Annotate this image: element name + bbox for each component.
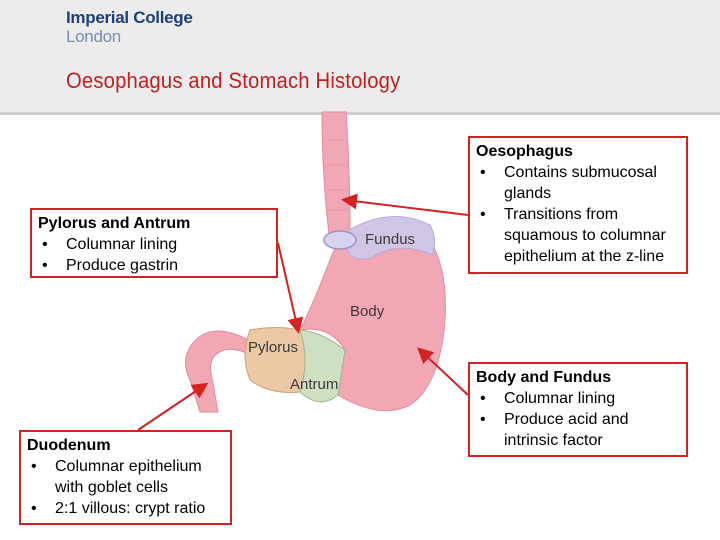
callout-item: • Columnar lining [476, 388, 680, 409]
callout-item: • Columnar epithelium with goblet cells [27, 456, 224, 498]
arrow-duodenum [138, 385, 205, 430]
callout-item: • Columnar lining [38, 234, 270, 255]
arrow-pylorus-antrum [278, 243, 298, 330]
callout-pylorus-antrum [30, 208, 278, 278]
body-label: Body [350, 303, 385, 320]
callout-body-fundus [468, 362, 688, 457]
callout-item: • 2:1 villous: crypt ratio [27, 498, 224, 519]
callout-oesophagus [468, 136, 688, 274]
antrum-label: Antrum [290, 376, 339, 393]
callout-item: • Produce gastrin [38, 255, 270, 276]
arrow-oesophagus [345, 200, 468, 215]
fundus-label: Fundus [365, 231, 416, 248]
pylorus-label: Pylorus [248, 339, 299, 356]
oesophagus-tube [322, 112, 350, 242]
callout-item: • Transitions from squamous to columnar epithelium at the z-line [476, 204, 680, 267]
logo-line-2: London [66, 27, 121, 46]
callout-heading: Oesophagus [476, 143, 573, 160]
callout-heading: Body and Fundus [476, 369, 612, 386]
slide-title: Oesophagus and Stomach Histology [66, 68, 401, 93]
callout-heading: Duodenum [27, 437, 111, 454]
callout-duodenum [19, 430, 232, 525]
logo-line-1: Imperial College [66, 8, 193, 27]
callout-item: • Produce acid and intrinsic factor [476, 409, 680, 451]
callout-item: • Contains submucosal glands [476, 162, 680, 204]
z-line-ring [324, 231, 356, 249]
callout-heading: Pylorus and Antrum [38, 215, 191, 232]
